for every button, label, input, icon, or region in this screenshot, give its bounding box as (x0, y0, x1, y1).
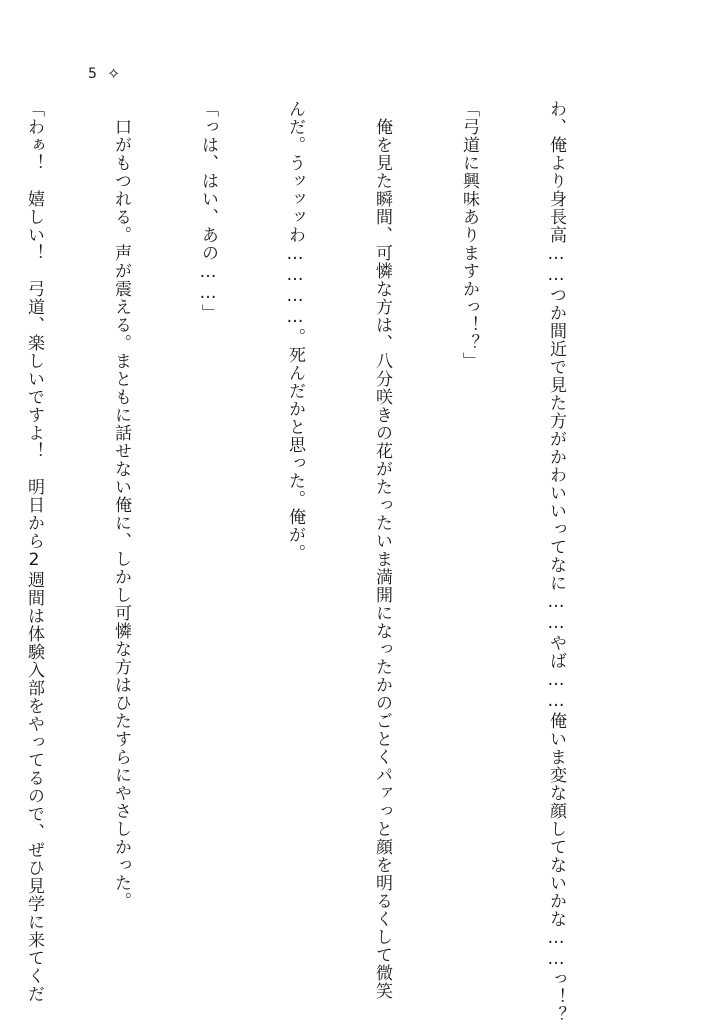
text-line: んだ。うッッッわ…………。死んだかと思った。俺が。 (285, 100, 305, 562)
body-text (0, 100, 628, 1024)
text-line: 「わぁ！ 嬉しい！ 弓道、楽しいですよ！ 明日から2週間は体験入部をやってるので、ぜひ見学に来てくだ (24, 100, 44, 1003)
sparkle-icon: ✧ (106, 64, 123, 83)
text-line: 「弓道に興味ありますかっ！？」 (459, 100, 479, 370)
text-line: 口がもつれる。声が震える。まともに話せない俺に、しかし可憐な方はひたすらにやさしかった。 (111, 100, 131, 910)
page-number (88, 64, 122, 83)
text-line: わ、俺より身長高……つか間近で見た方がかわいいってなに……やば……俺いま変な顔してないかな……っ！？ (546, 100, 566, 1024)
text-line: 俺を見た瞬間、可憐な方は、八分咲きの花がたったいま満開になったかのごとくパァっと顔を明るくして微笑 (372, 100, 392, 1000)
page-number-value: 5 (88, 65, 99, 82)
text-line: 「っは、はい、あの……」 (198, 100, 218, 322)
